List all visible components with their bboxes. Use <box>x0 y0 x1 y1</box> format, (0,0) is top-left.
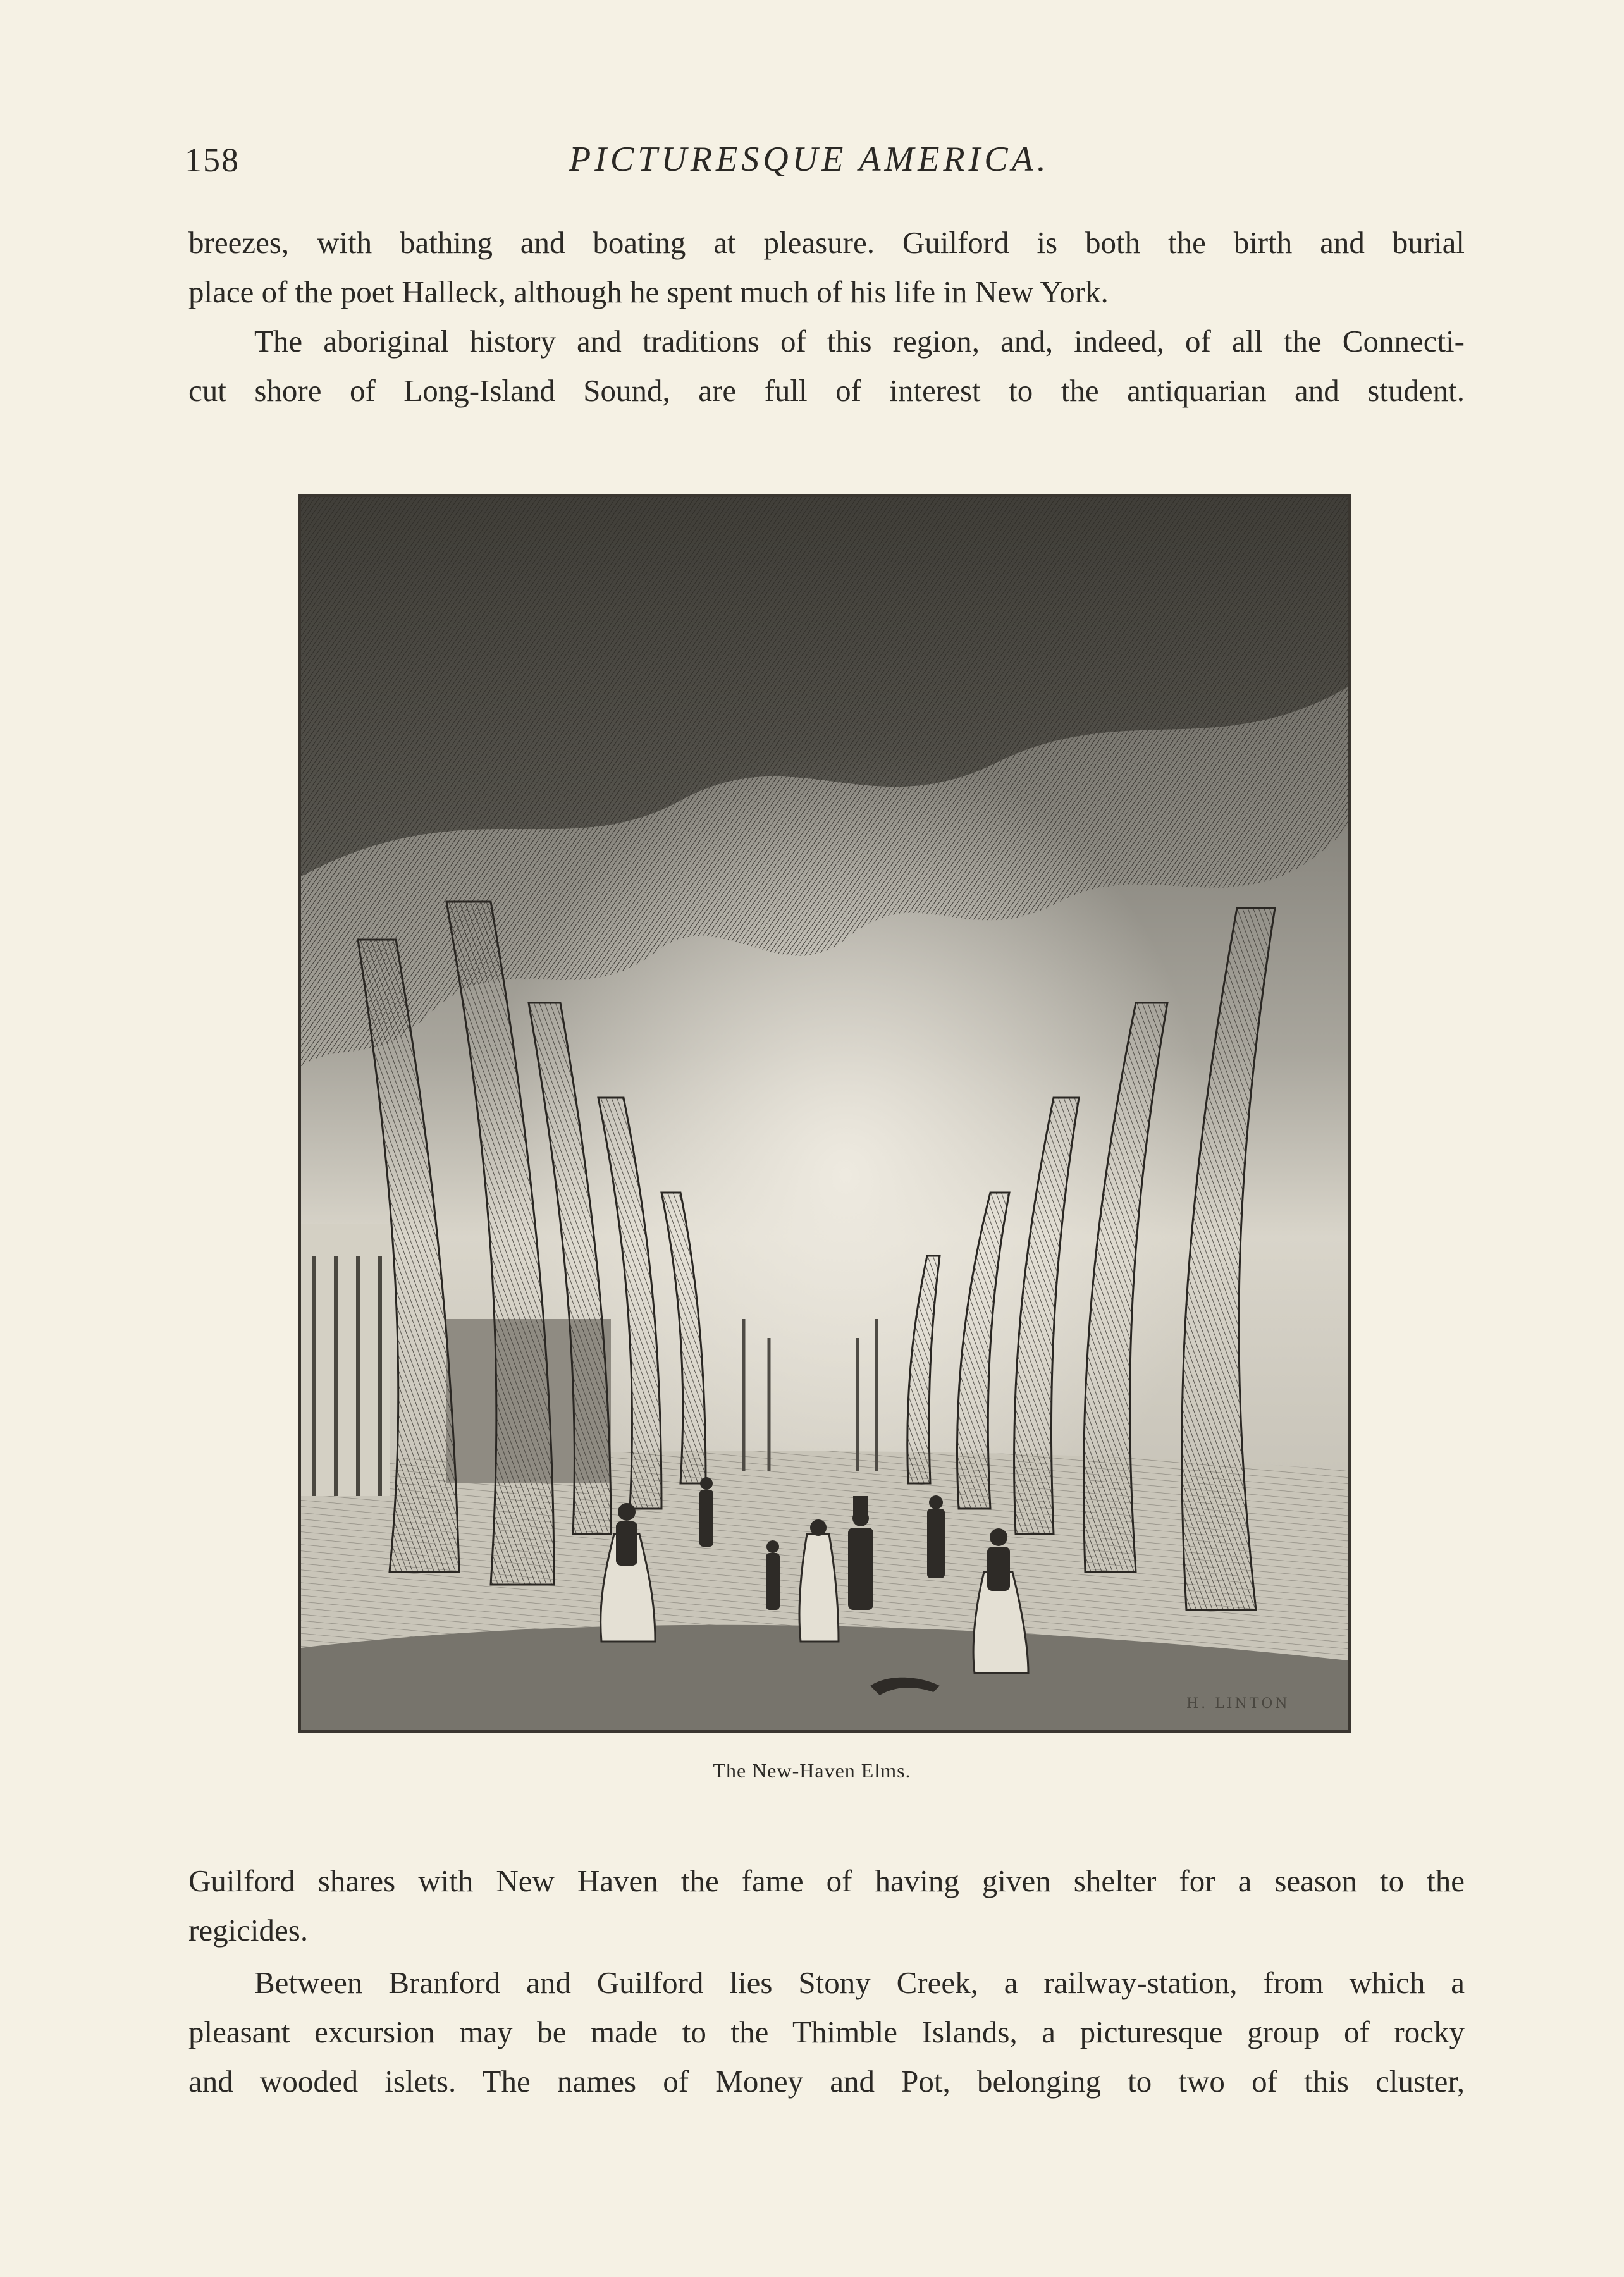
text-line: pleasant excursion may be made to the Thimble Islands, a picturesque group of rocky <box>188 2015 1465 2049</box>
text-line: breezes, with bathing and boating at pleasure. Guilford is both the birth and burial <box>188 225 1465 260</box>
figure-caption: The New-Haven Elms. <box>713 1759 911 1782</box>
running-head: PICTURESQUE AMERICA. <box>569 140 1050 179</box>
text-line: place of the poet Halleck, although he spent much of his life in New York. <box>188 274 1109 309</box>
paragraph-4 <box>188 1958 1465 2106</box>
paragraph-3 <box>188 1857 1465 1955</box>
page-number: 158 <box>185 141 240 179</box>
paragraph-2 <box>188 317 1465 415</box>
text-line: regicides. <box>188 1913 309 1948</box>
engraving-image <box>301 497 1348 1730</box>
text-line: The aboriginal history and traditions of this region, and, indeed, of all the Connecti- <box>254 324 1465 359</box>
text-line: Between Branford and Guilford lies Stony Creek, a railway-station, from which a <box>254 1965 1465 2000</box>
paragraph-1 <box>188 218 1465 317</box>
illustration <box>298 494 1351 1733</box>
text-line: and wooded islets. The names of Money and Pot, belonging to two of this cluster, <box>188 2064 1465 2099</box>
text-line: cut shore of Long-Island Sound, are full of interest to the antiquarian and student. <box>188 373 1465 408</box>
engraver-signature: H. LINTON <box>1186 1696 1290 1712</box>
text-line: Guilford shares with New Haven the fame of having given shelter for a season to the <box>188 1863 1465 1898</box>
